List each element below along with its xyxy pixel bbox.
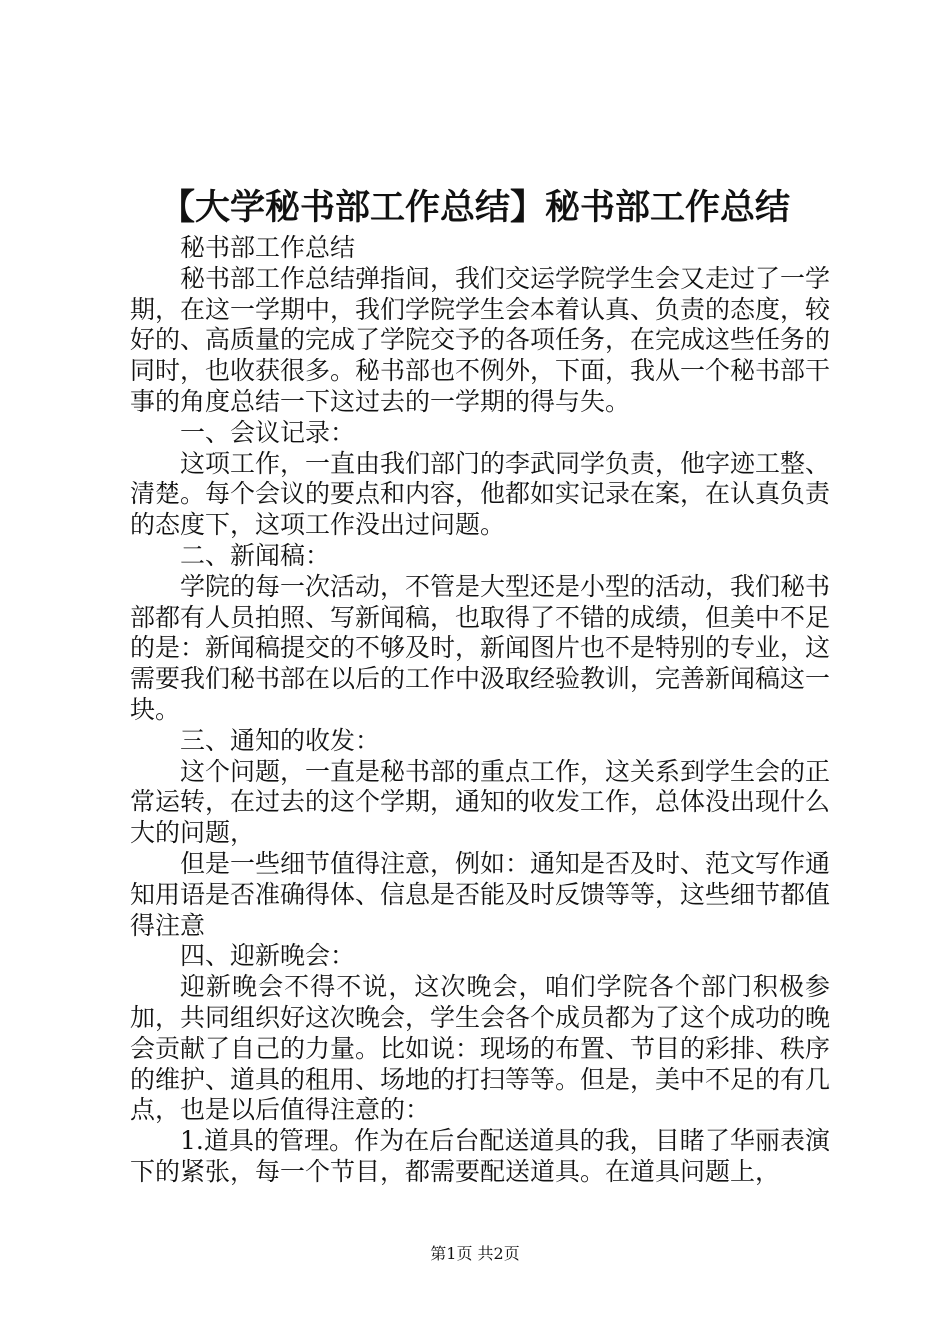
document-body xyxy=(130,233,830,1188)
section-heading-notices: 三、通知的收发： xyxy=(180,725,381,755)
paragraph-subtitle: 秘书部工作总结 xyxy=(180,233,356,262)
section-heading-meeting-minutes: 一、会议记录： xyxy=(180,417,356,447)
paragraph-welcome-party: 迎新晚会不得不说，这次晚会，咱们学院各个部门积极参加，共同组织好这次晚会，学生会各个成员都为了这个成功的晚会贡献了自己的力量。比如说：现场的布置、节目的彩排、秩序的维护、道具的租用、场地的打扫等等。但是，美中不足的有几点，也是以后值得注意的： xyxy=(130,972,831,1125)
section-heading-news: 二、新闻稿： xyxy=(180,540,331,570)
paragraph-news: 学院的每一次活动，不管是大型还是小型的活动，我们秘书部都有人员拍照、写新闻稿，也取得了不错的成绩，但美中不足的是：新闻稿提交的不够及时，新闻图片也不是特别的专业，这需要我们秘书部在以后的工作中汲取经验教训，完善新闻稿这一块。 xyxy=(130,571,831,724)
page-number: 第1页 共2页 xyxy=(430,1244,520,1263)
section-heading-welcome-party: 四、迎新晚会： xyxy=(180,941,356,971)
paragraph-meeting-minutes: 这项工作，一直由我们部门的李武同学负责，他字迹工整、清楚。每个会议的要点和内容，他都如实记录在案，在认真负责的态度下，这项工作没出过问题。 xyxy=(130,448,831,540)
paragraph-props: 1.道具的管理。作为在后台配送道具的我，目睹了华丽表演下的紧张，每一个节目，都需要配送道具。在道具问题上， xyxy=(130,1126,830,1186)
paragraph-notices-1: 这个问题，一直是秘书部的重点工作，这关系到学生会的正常运转，在过去的这个学期，通知的收发工作，总体没出现什么大的问题， xyxy=(130,756,831,848)
paragraph-notices-2: 但是一些细节值得注意，例如：通知是否及时、范文写作通知用语是否准确得体、信息是否能及时反馈等等，这些细节都值得注意 xyxy=(130,848,831,940)
paragraph-intro: 秘书部工作总结弹指间，我们交运学院学生会又走过了一学期，在这一学期中，我们学院学生会本着认真、负责的态度，较好的、高质量的完成了学院交予的各项任务，在完成这些任务的同时，也收获很多。秘书部也不例外，下面，我从一个秘书部干事的角度总结一下这过去的一学期的得与失。 xyxy=(130,263,831,416)
document-title: 【大学秘书部工作总结】秘书部工作总结 xyxy=(159,187,790,228)
